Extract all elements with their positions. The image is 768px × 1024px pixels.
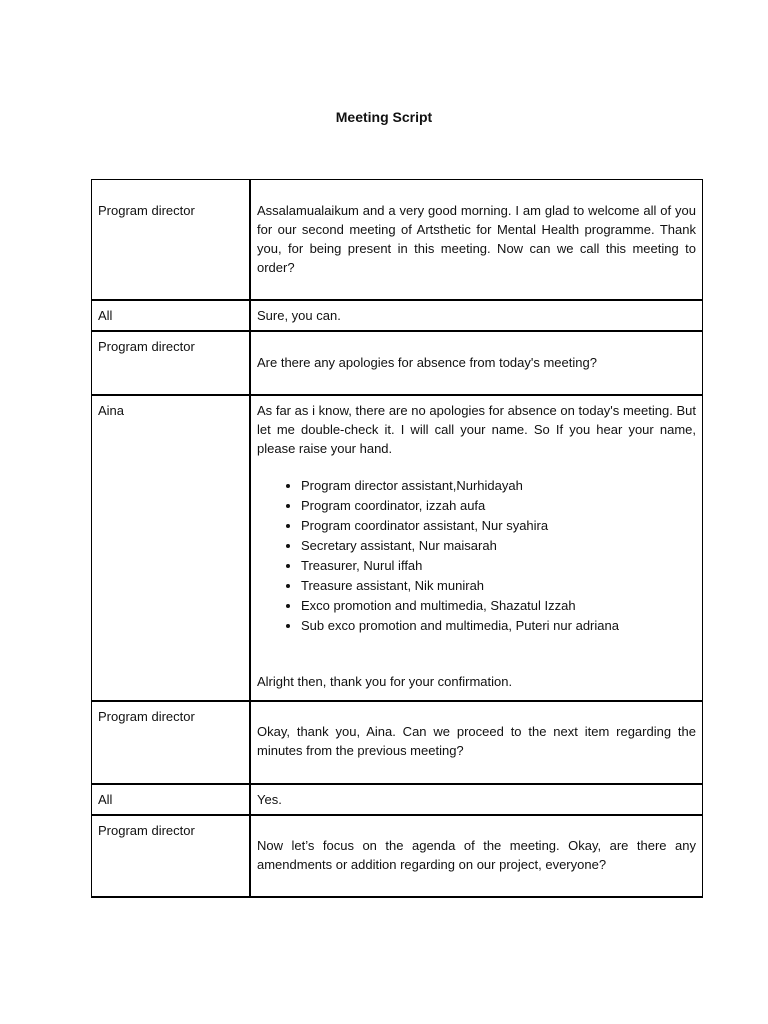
attendee-list [257, 476, 696, 636]
dialogue-text: Now let’s focus on the agenda of the meeting. Okay, are there any amendments or addition regarding on our project, everyone? [257, 837, 696, 872]
dialogue-text: Assalamualaikum and a very good morning. I am glad to welcome all of you for our second meeting of Artsthetic for Mental Health programme. Thank you, for being present in this meeting. Now can we call this meeting to order? [257, 203, 696, 275]
table-row [92, 784, 703, 815]
dialogue-cell [250, 395, 703, 701]
list-item: • Treasurer, Nurul iffah [301, 556, 696, 576]
list-item: • Program coordinator, izzah aufa [301, 496, 696, 516]
list-item: • Secretary assistant, Nur maisarah [301, 536, 696, 556]
list-item: • Program director assistant,Nurhidayah [301, 476, 696, 496]
speaker-cell [92, 784, 251, 815]
dialogue-text: Are there any apologies for absence from today's meeting? [257, 354, 597, 370]
table-row [92, 395, 703, 701]
speaker-name: Program director [98, 203, 195, 218]
dialogue-cell [250, 784, 703, 815]
list-item: • Treasure assistant, Nik munirah [301, 576, 696, 596]
dialogue-text: As far as i know, there are no apologies for absence on today's meeting. But let me double-check it. I will call your name. So If you hear your name, please raise your hand. [257, 402, 696, 456]
speaker-name: Aina [98, 402, 125, 418]
dialogue-cell [250, 701, 703, 784]
table-row [92, 331, 703, 395]
speaker-cell [92, 395, 251, 701]
dialogue-cell [250, 180, 703, 300]
speaker-cell [92, 180, 251, 300]
speaker-cell [92, 331, 251, 395]
dialogue-cell [250, 815, 703, 897]
dialogue-text: Yes. [257, 791, 282, 807]
speaker-cell [92, 701, 251, 784]
speaker-name: All [98, 307, 113, 323]
table-row [92, 180, 703, 300]
list-item: • Program coordinator assistant, Nur syahira [301, 516, 696, 536]
table-row [92, 300, 703, 331]
speaker-name: Program director [98, 708, 195, 724]
dialogue-cell [250, 331, 703, 395]
page-title: Meeting Script [335, 109, 433, 125]
table-row [92, 701, 703, 784]
dialogue-text: Okay, thank you, Aina. Can we proceed to the next item regarding the minutes from the previous meeting? [257, 723, 696, 758]
dialogue-cell [250, 300, 703, 331]
list-item: • Sub exco promotion and multimedia, Puteri nur adriana [301, 616, 696, 636]
speaker-cell [92, 300, 251, 331]
speaker-name: Program director [98, 338, 195, 354]
script-table [91, 179, 703, 898]
closing-text: Alright then, thank you for your confirmation. [257, 673, 513, 689]
speaker-name: Program director [98, 822, 195, 838]
list-item: • Exco promotion and multimedia, Shazatul Izzah [301, 596, 696, 616]
dialogue-text: Sure, you can. [257, 307, 341, 323]
table-row [92, 815, 703, 897]
speaker-name: All [98, 791, 113, 807]
speaker-cell [92, 815, 251, 897]
